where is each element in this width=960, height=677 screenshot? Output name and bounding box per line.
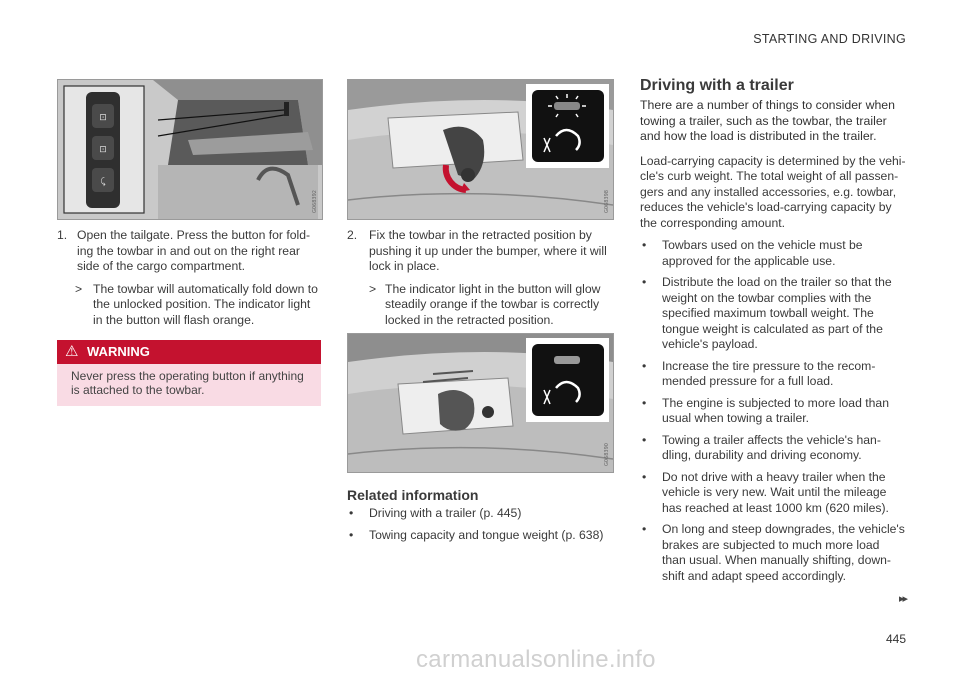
- svg-text:⊡: ⊡: [99, 113, 107, 123]
- bullet: •: [642, 432, 647, 447]
- body-paragraph: Load-carrying capacity is determined by the vehi-cle's curb weight. The total weight of all passen-gers and any installed accessories, e.g. towbar, reduces the vehicle's load-carrying capacity by the corresponding amount.: [640, 153, 906, 230]
- step-2: [347, 228, 615, 328]
- related-link[interactable]: [347, 506, 615, 522]
- list-item: [640, 433, 906, 464]
- page-number: 445: [885, 632, 906, 646]
- bullet: •: [642, 275, 647, 289]
- step-result-text: The indicator light in the button will glow steadily orange if the towbar is correctly locked in the retracted position.: [385, 281, 601, 327]
- warning-text: Never press the operating button if anything is attached to the towbar.: [57, 364, 321, 406]
- cargo-compartment-figure: [57, 79, 323, 220]
- next-page-arrows-icon[interactable]: ▸▸: [898, 593, 906, 605]
- list-item-text: Towbars used on the vehicle must be approved for the applicable use.: [662, 238, 863, 268]
- list-item-text: On long and steep downgrades, the vehicle's brakes are subjected to much more load than usual. When manually shifting, down-shift and adapt speed accordingly.: [662, 522, 905, 583]
- warning-triangle-icon: ⚠: [65, 343, 79, 360]
- section-title: Driving with a trailer: [640, 77, 794, 94]
- step-result-text: The towbar will automatically fold down to the unlocked position. The indicator light in the button will flash orange.: [93, 281, 318, 327]
- step-text: Fix the towbar in the retracted position by pushing it up under the bumper, where it will lock in place.: [369, 228, 607, 273]
- list-item-text: Increase the tire pressure to the recom-mended pressure for a full load.: [662, 358, 876, 388]
- list-item-text: Distribute the load on the trailer so that the weight on the towbar complies with the specified maximum towball weight. The tongue weight is calculated as part of the vehicle's payload.: [662, 275, 892, 351]
- towbar-retract-figure: [347, 79, 614, 220]
- bullet: •: [349, 527, 354, 542]
- list-item: [640, 522, 906, 584]
- driving-with-trailer-section: [640, 76, 906, 584]
- result-arrow: >: [75, 281, 83, 296]
- warning-box: [57, 340, 321, 406]
- bullet: •: [642, 469, 647, 484]
- watermark: carmanualsonline.info: [416, 646, 656, 673]
- step-text: Open the tailgate. Press the button for fold-ing the towbar in and out on the right rear side of the cargo compartment.: [77, 228, 311, 273]
- related-information: [347, 487, 615, 543]
- related-title: Related information: [347, 487, 479, 503]
- bullet: •: [642, 395, 647, 410]
- list-item-text: Do not drive with a heavy trailer when the vehicle is very new. Wait until the mileage has reached at least 1000 km (620 miles).: [662, 469, 889, 515]
- list-item-text: The engine is subjected to more load than usual when towing a trailer.: [662, 395, 889, 425]
- list-item: [640, 359, 906, 390]
- list-item: [640, 238, 906, 269]
- bullet: •: [642, 238, 647, 252]
- step-number: 2.: [347, 228, 358, 242]
- bullet: •: [349, 506, 354, 520]
- list-item: [640, 470, 906, 517]
- figure-code: G068392: [312, 190, 318, 213]
- svg-text:⤹: ⤹: [100, 177, 106, 187]
- warning-title: WARNING: [87, 344, 150, 359]
- list-item: [640, 396, 906, 427]
- related-link[interactable]: [347, 528, 615, 544]
- result-arrow: >: [369, 281, 377, 296]
- step-1: [57, 228, 321, 328]
- figure-code: G068390: [604, 443, 610, 466]
- figure-code: G068398: [604, 190, 610, 213]
- warning-header: [57, 340, 321, 364]
- list-item-text: Towing a trailer affects the vehicle's han-dling, durability and driving economy.: [662, 432, 881, 462]
- intro-text: There are a number of things to consider when towing a trailer, such as the towbar, the trailer and how the load is distributed in the trailer.: [640, 98, 895, 143]
- bullet: •: [642, 522, 647, 536]
- svg-text:⊡: ⊡: [99, 145, 107, 155]
- related-link-text[interactable]: Driving with a trailer (p. 445): [369, 506, 522, 520]
- section-header: STARTING AND DRIVING: [753, 32, 906, 46]
- related-link-text[interactable]: Towing capacity and tongue weight (p. 638): [369, 527, 604, 542]
- bullet: •: [642, 358, 647, 373]
- list-item: [640, 275, 906, 353]
- step-number: 1.: [57, 228, 68, 242]
- towbar-locked-figure: [347, 333, 614, 473]
